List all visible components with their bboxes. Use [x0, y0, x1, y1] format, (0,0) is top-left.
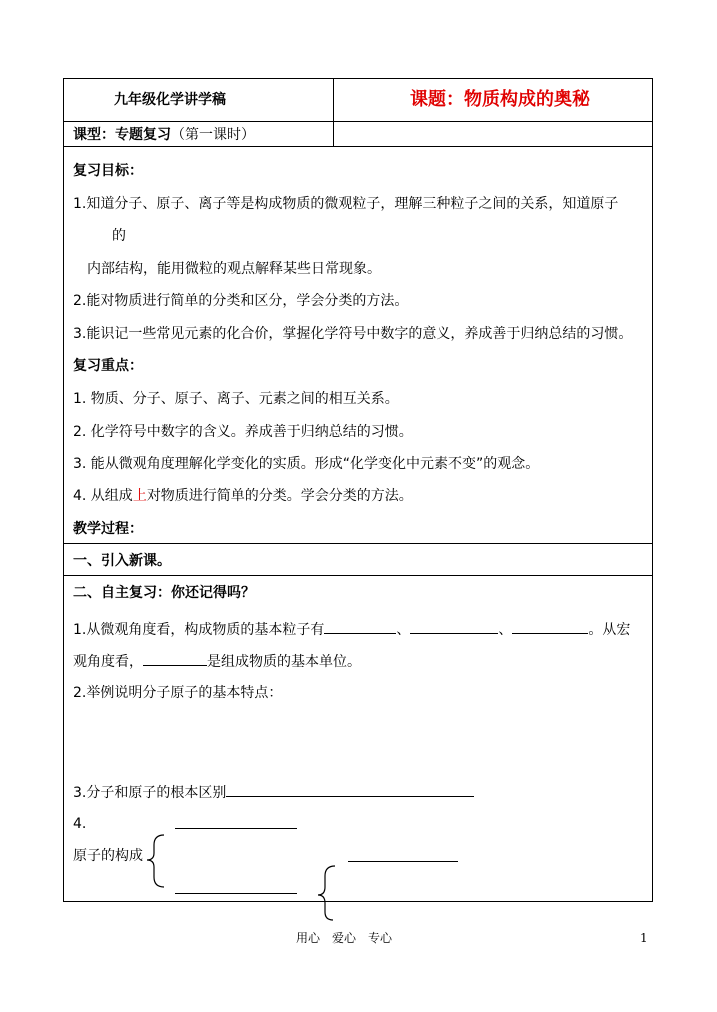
objectives-heading: 复习目标： [73, 163, 143, 179]
section-intro: 一、引入新课。 [73, 553, 171, 569]
question-2: 2.举例说明分子原子的基本特点： [73, 685, 283, 701]
question-1-sep2: 、 [498, 622, 513, 638]
key-point-4-suffix: 对物质进行简单的分类。学会分类的方法。 [146, 488, 413, 504]
right-brace [318, 866, 335, 920]
question-1-line2-suffix: 是组成物质的基本单位。 [207, 654, 361, 670]
objective-1-line2: 的 [112, 228, 126, 244]
atom-structure-label: 原子的构成 [73, 848, 143, 864]
question-3-text: 3.分子和原子的根本区别 [73, 785, 227, 801]
question-4-number: 4. [73, 816, 87, 832]
section-self-review: 二、自主复习：你还记得吗？ [73, 585, 255, 601]
lesson-type-note: （第一课时） [171, 127, 255, 143]
key-point-1: 1. 物质、分子、原子、离子、元素之间的相互关系。 [73, 391, 399, 407]
objective-3: 3.能识记一些常见元素的化合价，掌握化学符号中数字的意义，养成善于归纳总结的习惯。 [73, 326, 633, 342]
objective-1-line1: 1.知道分子、原子、离子等是构成物质的微观粒子，理解三种粒子之间的关系，知道原子 [73, 196, 619, 212]
question-1-line2-prefix: 观角度看， [73, 654, 143, 670]
key-point-3: 3. 能从微观角度理解化学变化的实质。形成“化学变化中元素不变”的观念。 [73, 456, 540, 472]
key-point-4-prefix: 4. 从组成 [73, 488, 133, 504]
page-number: 1 [640, 931, 648, 945]
objective-2: 2.能对物质进行简单的分类和区分，学会分类的方法。 [73, 293, 409, 309]
left-brace [147, 835, 164, 887]
footer-motto: 用心 爱心 专心 [296, 931, 393, 945]
topic-title: 课题：物质构成的奥秘 [410, 89, 590, 110]
objective-1-line3: 内部结构，能用微粒的观点解释某些日常现象。 [87, 261, 381, 277]
question-1-text: 1.从微观角度看，构成物质的基本粒子有 [73, 622, 325, 638]
question-1-text-end: 。从宏 [588, 622, 631, 638]
key-points-heading: 复习重点： [73, 358, 143, 374]
grade-title: 九年级化学讲学稿 [114, 92, 226, 108]
key-point-2: 2. 化学符号中数字的含义。养成善于归纳总结的习惯。 [73, 424, 413, 440]
process-heading: 教学过程： [73, 521, 143, 537]
key-point-4-highlight: 上 [132, 488, 147, 504]
question-1-sep1: 、 [396, 622, 411, 638]
lesson-type-label: 课型：专题复习 [73, 127, 171, 143]
